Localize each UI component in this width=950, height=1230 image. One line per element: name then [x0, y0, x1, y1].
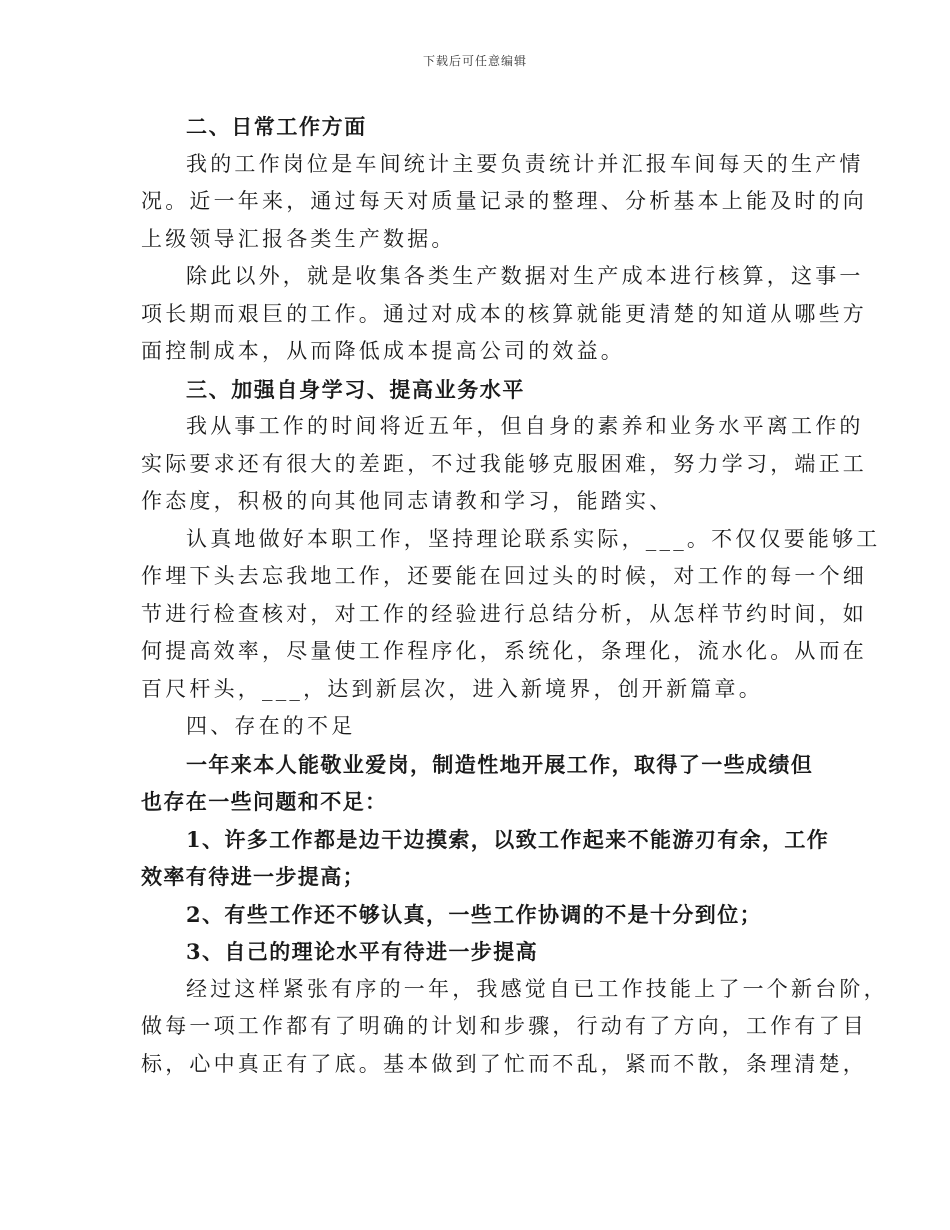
- paragraph-line: 标，心中真正有了底。基本做到了忙而不乱，紧而不散，条理清楚，: [141, 1051, 867, 1076]
- document-body: [141, 108, 888, 1083]
- paragraph-line: 实际要求还有很大的差距，不过我能够克服困难，努力学习，端正工: [141, 451, 867, 476]
- paragraph-line: 况。近一年来，通过每天对质量记录的整理、分析基本上能及时的向: [141, 189, 867, 213]
- paragraph-line: 何提高效率，尽量使工作程序化，系统化，条理化，流水化。从而在: [141, 639, 867, 663]
- paragraph-line: 也存在一些问题和不足：: [141, 789, 388, 814]
- section-3-title: 三、加强自身学习、提高业务水平: [186, 376, 525, 402]
- paragraph-line: 项长期而艰巨的工作。通过对成本的核算就能更清楚的知道从哪些方: [141, 301, 867, 326]
- list-item-1-cont: 效率有待进一步提高；: [141, 864, 365, 889]
- paragraph-line: 我从事工作的时间将近五年，但自身的素养和业务水平离工作的: [186, 414, 864, 438]
- paragraph-line: 作埋下头去忘我地工作，还要能在回过头的时候，对工作的每一个细: [141, 564, 867, 588]
- paragraph-line: 我的工作岗位是车间统计主要负责统计并汇报车间每天的生产情: [186, 151, 864, 176]
- paragraph-line: 一年来本人能敬业爱岗，制造性地开展工作，取得了一些成绩但: [186, 751, 814, 777]
- paragraph-line: 作态度，积极的向其他同志请教和学习，能踏实、: [141, 489, 674, 513]
- header-note: 下载后可任意编辑: [422, 54, 527, 68]
- paragraph-line: 认真地做好本职工作，坚持理论联系实际，___。不仅仅要能够工: [186, 526, 881, 551]
- paragraph-line: 做每一项工作都有了明确的计划和步骤，行动有了方向，工作有了目: [141, 1014, 867, 1038]
- paragraph-line: 百尺杆头，___，达到新层次，进入新境界，创开新篇章。: [141, 676, 763, 701]
- paragraph-line: 上级领导汇报各类生产数据。: [141, 226, 456, 251]
- list-item-2: 2、有些工作还不够认真，一些工作协调的不是十分到位；: [186, 901, 763, 927]
- paragraph-line: 面控制成本，从而降低成本提高公司的效益。: [141, 339, 625, 363]
- section-4-title: 四、存在的不足: [186, 714, 356, 738]
- paragraph-line: 节进行检查核对，对工作的经验进行总结分析，从怎样节约时间，如: [141, 601, 867, 626]
- paragraph-line: 除此以外，就是收集各类生产数据对生产成本进行核算，这事一: [186, 264, 864, 288]
- list-item-1: 1、许多工作都是边干边摸索，以致工作起来不能游刃有余，工作: [186, 826, 830, 852]
- list-item-3: 3、自己的理论水平有待进一步提高: [186, 939, 539, 964]
- paragraph-line: 经过这样紧张有序的一年，我感觉自已工作技能上了一个新台阶，: [186, 976, 888, 1001]
- section-2-title: 二、日常工作方面: [186, 114, 367, 139]
